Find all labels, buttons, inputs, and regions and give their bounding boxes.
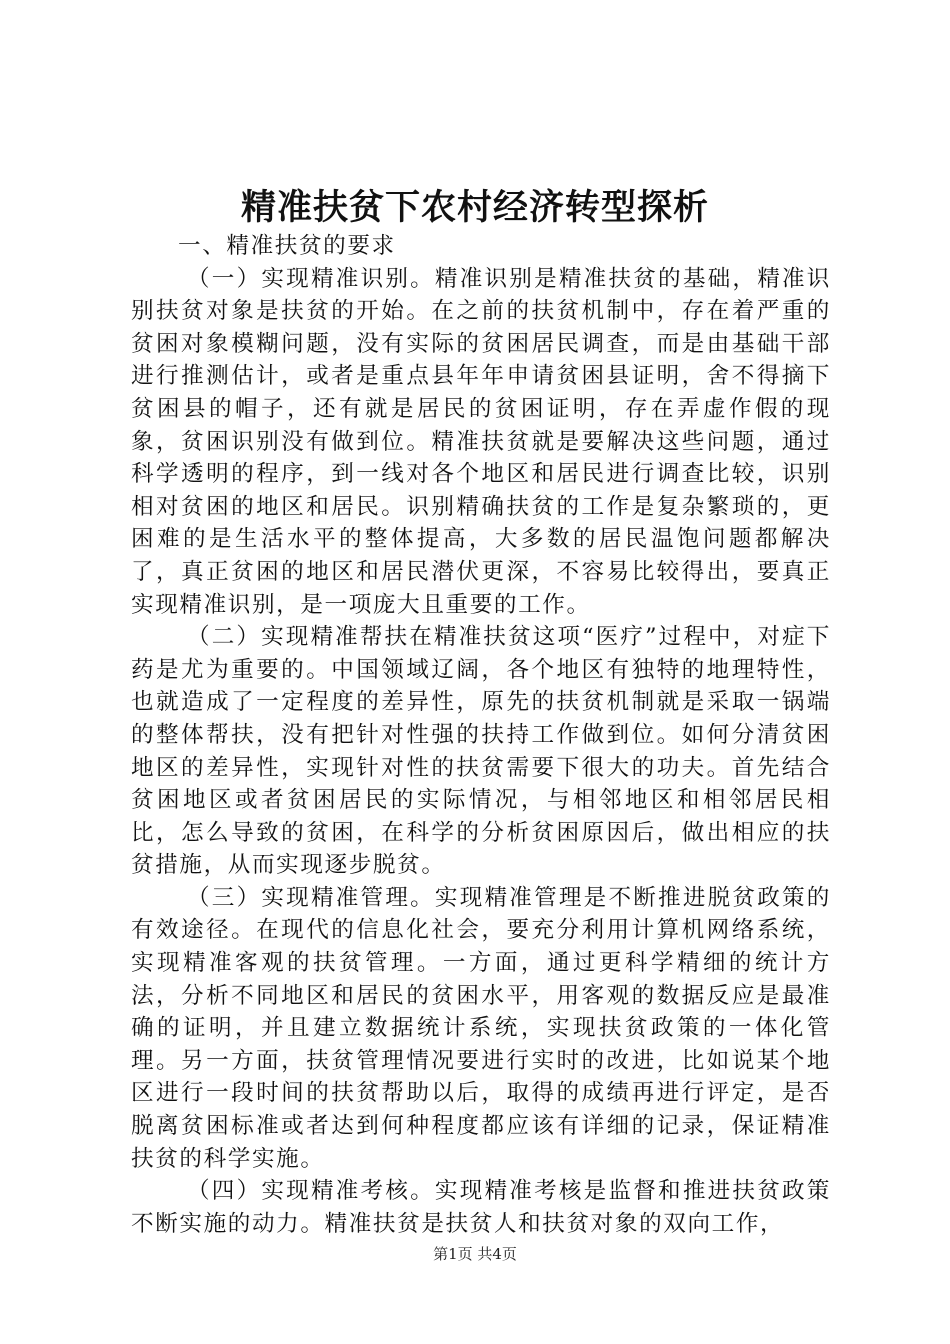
page-footer: 第1页 共4页	[433, 1245, 517, 1263]
paragraph-3: （三）实现精准管理。实现精准管理是不断推进脱贫政策的有效途径。在现代的信息化社会，要充分利用计算机网络系统，实现精准客观的扶贫管理。一方面，通过更科学精细的统计方法，分析不同地区和居民的贫困水平，用客观的数据反应是最准确的证明，并且建立数据统计系统，实现扶贫政策的一体化管理。另一方面，扶贫管理情况要进行实时的改进，比如说某个地区进行一段时间的扶贫帮助以后，取得的成绩再进行评定，是否脱离贫困标准或者达到何种程度都应该有详细的记录，保证精准扶贫的科学实施。	[131, 884, 831, 1172]
document-title: 精准扶贫下农村经济转型探析	[240, 187, 709, 228]
section-heading: 一、精准扶贫的要求	[178, 233, 396, 259]
paragraph-4: （四）实现精准考核。实现精准考核是监督和推进扶贫政策不断实施的动力。精准扶贫是扶贫人和扶贫对象的双向工作，	[131, 1178, 831, 1237]
paragraph-1: （一）实现精准识别。精准识别是精准扶贫的基础，精准识别扶贫对象是扶贫的开始。在之前的扶贫机制中，存在着严重的贫困对象模糊问题，没有实际的贫困居民调查，而是由基础干部进行推测估计，或者是重点县年年申请贫困县证明，舍不得摘下贫困县的帽子，还有就是居民的贫困证明，存在弄虚作假的现象，贫困识别没有做到位。精准扶贫就是要解决这些问题，通过科学透明的程序，到一线对各个地区和居民进行调查比较，识别相对贫困的地区和居民。识别精确扶贫的工作是复杂繁琐的，更困难的是生活水平的整体提高，大多数的居民温饱问题都解决了，真正贫困的地区和居民潜伏更深，不容易比较得出，要真正实现精准识别，是一项庞大且重要的工作。	[131, 265, 831, 618]
document-body	[131, 230, 831, 1240]
paragraph-2: （二）实现精准帮扶在精准扶贫这项“医疗”过程中，对症下药是尤为重要的。中国领域辽阔，各个地区有独特的地理特性，也就造成了一定程度的差异性，原先的扶贫机制就是采取一锅端的整体帮扶，没有把针对性强的扶持工作做到位。如何分清贫困地区的差异性，实现针对性的扶贫需要下很大的功夫。首先结合贫困地区或者贫困居民的实际情况，与相邻地区和相邻居民相比，怎么导致的贫困，在科学的分析贫困原因后，做出相应的扶贫措施，从而实现逐步脱贫。	[131, 624, 831, 879]
